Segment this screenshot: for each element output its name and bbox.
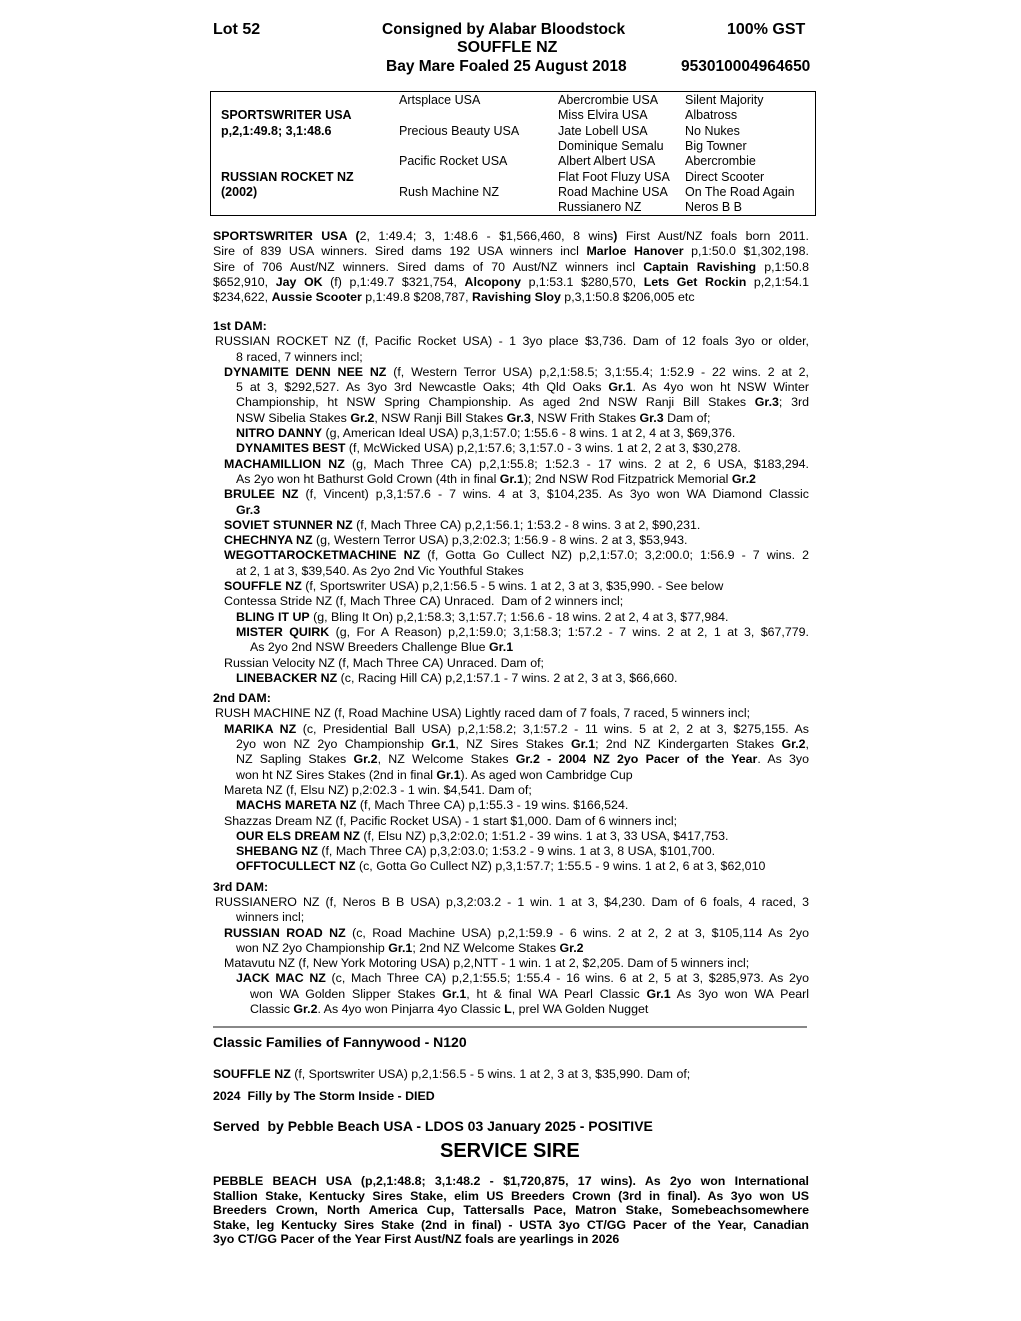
- sire-summary: [213, 229, 809, 305]
- pedigree-gen4: Neros B B: [685, 200, 742, 214]
- first-dam-line: RUSSIAN ROCKET NZ (f, Pacific Rocket USA) - 1 3yo place $3,736. Dam of 12 foals 3yo or older,: [215, 334, 809, 349]
- pedigree-sire-record: p,2,1:49.8; 3,1:48.6: [221, 124, 332, 138]
- second-dam-line: won ht NZ Sires Stakes (2nd in final Gr.1). As aged won Cambridge Cup: [236, 767, 633, 782]
- first-dam-line: Russian Velocity NZ (f, Mach Three CA) Unraced. Dam of;: [224, 655, 544, 670]
- service-sire-line: Breeders Crown, North America Cup, Tattersalls Pace, Matron Stake, Somebeachsomewhere: [213, 1203, 809, 1217]
- first-dam-line: NITRO DANNY (g, American Ideal USA) p,3,1:57.0; 1:55.6 - 8 wins. 1 at 2, 4 at 3, $69,376.: [236, 426, 736, 441]
- first-dam-line: WEGOTTAROCKETMACHINE NZ (f, Gotta Go Cullect NZ) p,2,1:57.0; 3,2:00.0; 1:56.9 - 7 wins. 2: [224, 548, 810, 563]
- souffle-produce-line: SOUFFLE NZ (f, Sportswriter USA) p,2,1:56.5 - 5 wins. 1 at 2, 3 at 3, $35,990. Dam of;: [213, 1067, 691, 1081]
- third-dam-line: Matavutu NZ (f, New York Motoring USA) p,2,NTT - 1 win. 1 at 2, $2,205. Dam of 5 winners incl;: [224, 956, 750, 971]
- first-dam-line: As 2yo won ht Bathurst Gold Crown (4th in final Gr.1); 2nd NSW Rod Fitzpatrick Memorial Gr.2: [236, 471, 756, 486]
- third-dam-line: RUSSIANERO NZ (f, Neros B B USA) p,3,2:03.2 - 1 win. 1 at 3, $4,230. Dam of 6 foals, 4 raced, 3: [215, 894, 809, 909]
- first-dam-line: MISTER QUIRK (g, For A Reason) p,2,1:59.0; 3,1:58.3; 1:57.2 - 7 wins. 2 at 2, 1 at 3, $67,779.: [236, 624, 809, 639]
- second-dam-line: MACHS MARETA NZ (f, Mach Three CA) p,1:55.3 - 19 wins. $166,524.: [236, 798, 629, 813]
- pedigree-dam: RUSSIAN ROCKET NZ: [221, 170, 354, 184]
- first-dam-line: 5 at 3, $292,527. As 3yo 3rd Newcastle Oaks; 4th Qld Oaks Gr.1. As 4yo won ht NSW Winter: [236, 380, 809, 395]
- sire-summary-line: $234,622, Aussie Scooter p,1:49.8 $208,787, Ravishing Sloy p,3,1:50.8 $206,005 etc: [213, 290, 695, 305]
- first-dam-line: As 2yo 2nd NSW Breeders Challenge Blue Gr.1: [250, 640, 514, 655]
- microchip-number: 953010004964650: [681, 58, 811, 75]
- first-dam-line: DYNAMITES BEST (f, McWicked USA) p,2,1:57.6; 3,1:57.0 - 3 wins. 1 at 2, 2 at 3, $30,278.: [236, 441, 741, 456]
- second-dam-line: OFFTOCULLECT NZ (c, Gotta Go Cullect NZ) p,3,1:57.7; 1:55.5 - 9 wins. 1 at 2, 6 at 3, $62,010: [236, 859, 766, 874]
- second-dam-line: Shazzas Dream NZ (f, Pacific Rocket USA) - 1 start $1,000. Dam of 6 winners incl;: [224, 813, 678, 828]
- first-dam-line: SOVIET STUNNER NZ (f, Mach Three CA) p,2,1:56.1; 1:53.2 - 8 wins. 3 at 2, $90,231.: [224, 517, 701, 532]
- pedigree-gen3: Miss Elvira USA: [558, 108, 648, 122]
- pedigree-gen3: Flat Foot Fluzy USA: [558, 170, 670, 184]
- consignor: Consigned by Alabar Bloodstock: [382, 21, 626, 38]
- third-dam-line: RUSSIAN ROAD NZ (c, Road Machine USA) p,2,1:59.9 - 6 wins. 2 at 2, 2 at 3, $105,114 As 2yo: [224, 925, 809, 940]
- pedigree-dam-dam: Rush Machine NZ: [399, 185, 500, 199]
- third-dam-line: winners incl;: [236, 910, 305, 925]
- pedigree-gen4: Abercrombie: [685, 154, 756, 168]
- lot-number: Lot 52: [213, 21, 261, 38]
- pedigree-sire: SPORTSWRITER USA: [221, 108, 352, 122]
- second-dam-line: NZ Sapling Stakes Gr.2, NZ Welcome Stakes Gr.2 - 2004 NZ 2yo Pacer of the Year. As 3yo: [236, 752, 809, 767]
- second-dam-line: OUR ELS DREAM NZ (f, Elsu NZ) p,3,2:02.0; 1:51.2 - 39 wins. 1 at 3, 33 USA, $417,753.: [236, 828, 729, 843]
- section-divider: [213, 1026, 807, 1028]
- sire-summary-line: Sire of 839 USA winners. Sired dams 192 USA winners incl Marloe Hanover p,1:50.0 $1,302,198.: [213, 244, 809, 259]
- third-dam-line: Classic Gr.2. As 4yo won Pinjarra 4yo Classic L, prel WA Golden Nugget: [250, 1002, 649, 1017]
- pedigree-sire-dam: Precious Beauty USA: [399, 124, 520, 138]
- service-sire-line: Stallion Stake, Kentucky Sires Stake, elim US Breeders Crown (3rd in final). As 3yo won US: [213, 1188, 809, 1203]
- first-dam-line: LINEBACKER NZ (c, Racing Hill CA) p,2,1:57.1 - 7 wins. 2 at 2, 3 at 3, $66,660.: [236, 670, 678, 685]
- third-dam-section: [213, 895, 809, 1017]
- pedigree-gen3: Albert Albert USA: [558, 154, 656, 168]
- service-sire-line: 3yo CT/GG Pacer of the Year First Aust/NZ foals are yearlings in 2026: [213, 1232, 620, 1246]
- first-dam-line: at 2, 1 at 3, $39,540. As 2yo 2nd Vic Youthful Stakes: [236, 563, 524, 578]
- pedigree-gen3: Abercrombie USA: [558, 93, 659, 107]
- second-dam-line: RUSH MACHINE NZ (f, Road Machine USA) Lightly raced dam of 7 foals, 7 raced, 5 winners incl;: [215, 706, 751, 721]
- sire-summary-line: $652,910, Jay OK (f) p,1:49.7 $321,754, Alcopony p,1:53.1 $280,570, Lets Get Rockin p,2,1:54.1: [213, 274, 810, 289]
- family-name: Classic Families of Fannywood - N120: [213, 1034, 467, 1050]
- pedigree-dam-year: (2002): [221, 185, 258, 199]
- first-dam-line: BLING IT UP (g, Bling It On) p,2,1:58.3; 3,1:57.7; 1:56.6 - 18 wins. 2 at 2, 4 at 3, $77,984.: [236, 609, 729, 624]
- foal-2024-record: 2024 Filly by The Storm Inside - DIED: [213, 1089, 435, 1103]
- third-dam-line: JACK MAC NZ (c, Mach Three CA) p,2,1:55.5; 1:55.4 - 16 wins. 6 at 2, 5 at 3, $285,973. As 2yo: [236, 971, 809, 986]
- second-dam-line: SHEBANG NZ (f, Mach Three CA) p,3,2:03.0; 1:53.2 - 9 wins. 1 at 3, 8 USA, $101,700.: [236, 844, 716, 859]
- first-dam-line: SOUFFLE NZ (f, Sportswriter USA) p,2,1:56.5 - 5 wins. 1 at 2, 3 at 3, $35,990. - See below: [224, 579, 724, 594]
- second-dam-heading: 2nd DAM:: [213, 691, 271, 706]
- horse-description: Bay Mare Foaled 25 August 2018: [386, 58, 627, 75]
- pedigree-gen4: Albatross: [685, 108, 738, 122]
- pedigree-gen3: Jate Lobell USA: [558, 124, 648, 138]
- first-dam-line: DYNAMITE DENN NEE NZ (f, Western Terror USA) p,2,1:58.5; 3,1:55.4; 1:52.9 - 22 wins. 2 at 2,: [224, 364, 809, 379]
- pedigree-gen3: Dominique Semalu: [558, 139, 664, 153]
- first-dam-line: Gr.3: [236, 502, 261, 517]
- first-dam-line: BRULEE NZ (f, Vincent) p,3,1:57.6 - 7 wins. 4 at 3, $104,235. As 3yo won WA Diamond Classic: [224, 487, 809, 502]
- third-dam-heading: 3rd DAM:: [213, 879, 269, 894]
- pedigree-sire-sire: Artsplace USA: [399, 93, 481, 107]
- first-dam-heading: 1st DAM:: [213, 319, 267, 333]
- second-dam-line: MARIKA NZ (c, Presidential Ball USA) p,2,1:58.2; 3,1:57.2 - 11 wins. 5 at 2, 2 at 3, $275,155. As: [224, 721, 809, 736]
- service-sire-line: PEBBLE BEACH USA (p,2,1:48.8; 3,1:48.2 - $1,720,875, 17 wins). As 2yo won International: [213, 1174, 809, 1188]
- service-sire-line: Stake, leg Kentucky Sires Stake (2nd in final) - USTA 3yo CT/GG Pacer of the Year, Canadian: [213, 1217, 809, 1232]
- second-dam-line: 2yo won NZ 2yo Championship Gr.1, NZ Sires Stakes Gr.1; 2nd NZ Kindergarten Stakes Gr.2,: [236, 737, 809, 752]
- service-sire-summary: [213, 1174, 809, 1247]
- third-dam-line: won WA Golden Slipper Stakes Gr.1, ht & final WA Pearl Classic Gr.1 As 3yo won WA Pearl: [250, 986, 810, 1001]
- first-dam-line: 8 raced, 7 winners incl;: [236, 349, 363, 364]
- pedigree-gen3: Road Machine USA: [558, 185, 668, 199]
- third-dam-line: won NZ 2yo Championship Gr.1; 2nd NZ Welcome Stakes Gr.2: [236, 940, 584, 955]
- first-dam-line: NSW Sibelia Stakes Gr.2, NSW Ranji Bill Stakes Gr.3, NSW Frith Stakes Gr.3 Dam of;: [236, 410, 711, 425]
- pedigree-table: [210, 91, 816, 216]
- second-dam-line: Mareta NZ (f, Elsu NZ) p,2:02.3 - 1 win. $4,541. Dam of;: [224, 782, 532, 797]
- sire-summary-line: Sire of 706 Aust/NZ winners. Sired dams of 70 Aust/NZ winners incl Captain Ravishing p,1:50.8: [213, 259, 810, 274]
- service-sire-heading: SERVICE SIRE: [440, 1140, 580, 1162]
- first-dam-line: CHECHNYA NZ (g, Western Terror USA) p,3,2:02.3; 1:56.9 - 8 wins. 2 at 3, $53,943.: [224, 533, 688, 548]
- first-dam-line: Contessa Stride NZ (f, Mach Three CA) Unraced. Dam of 2 winners incl;: [224, 594, 624, 609]
- pedigree-gen4: On The Road Again: [685, 185, 795, 199]
- gst-status: 100% GST: [727, 21, 806, 38]
- pedigree-gen4: No Nukes: [685, 124, 740, 138]
- second-dam-section: [213, 706, 809, 874]
- pedigree-gen3: Russianero NZ: [558, 200, 642, 214]
- sire-summary-line: SPORTSWRITER USA (2, 1:49.4; 3, 1:48.6 - $1,566,460, 8 wins) First Aust/NZ foals born 2011.: [213, 229, 809, 243]
- pedigree-dam-sire: Pacific Rocket USA: [399, 154, 508, 168]
- first-dam-section: [213, 334, 809, 686]
- first-dam-line: MACHAMILLION NZ (g, Mach Three CA) p,2,1:55.8; 1:52.3 - 17 wins. 2 at 2, 6 USA, $183,294.: [224, 456, 809, 471]
- first-dam-line: Championship, ht NSW Spring Championship. As aged 2nd NSW Ranji Bill Stakes Gr.3; 3rd: [236, 395, 809, 410]
- family-sections: [213, 319, 809, 1017]
- pedigree-gen4: Silent Majority: [685, 93, 764, 107]
- served-status: Served by Pebble Beach USA - LDOS 03 January 2025 - POSITIVE: [213, 1118, 653, 1134]
- horse-name: SOUFFLE NZ: [457, 39, 558, 56]
- pedigree-gen4: Direct Scooter: [685, 170, 765, 184]
- pedigree-gen4: Big Towner: [685, 139, 747, 153]
